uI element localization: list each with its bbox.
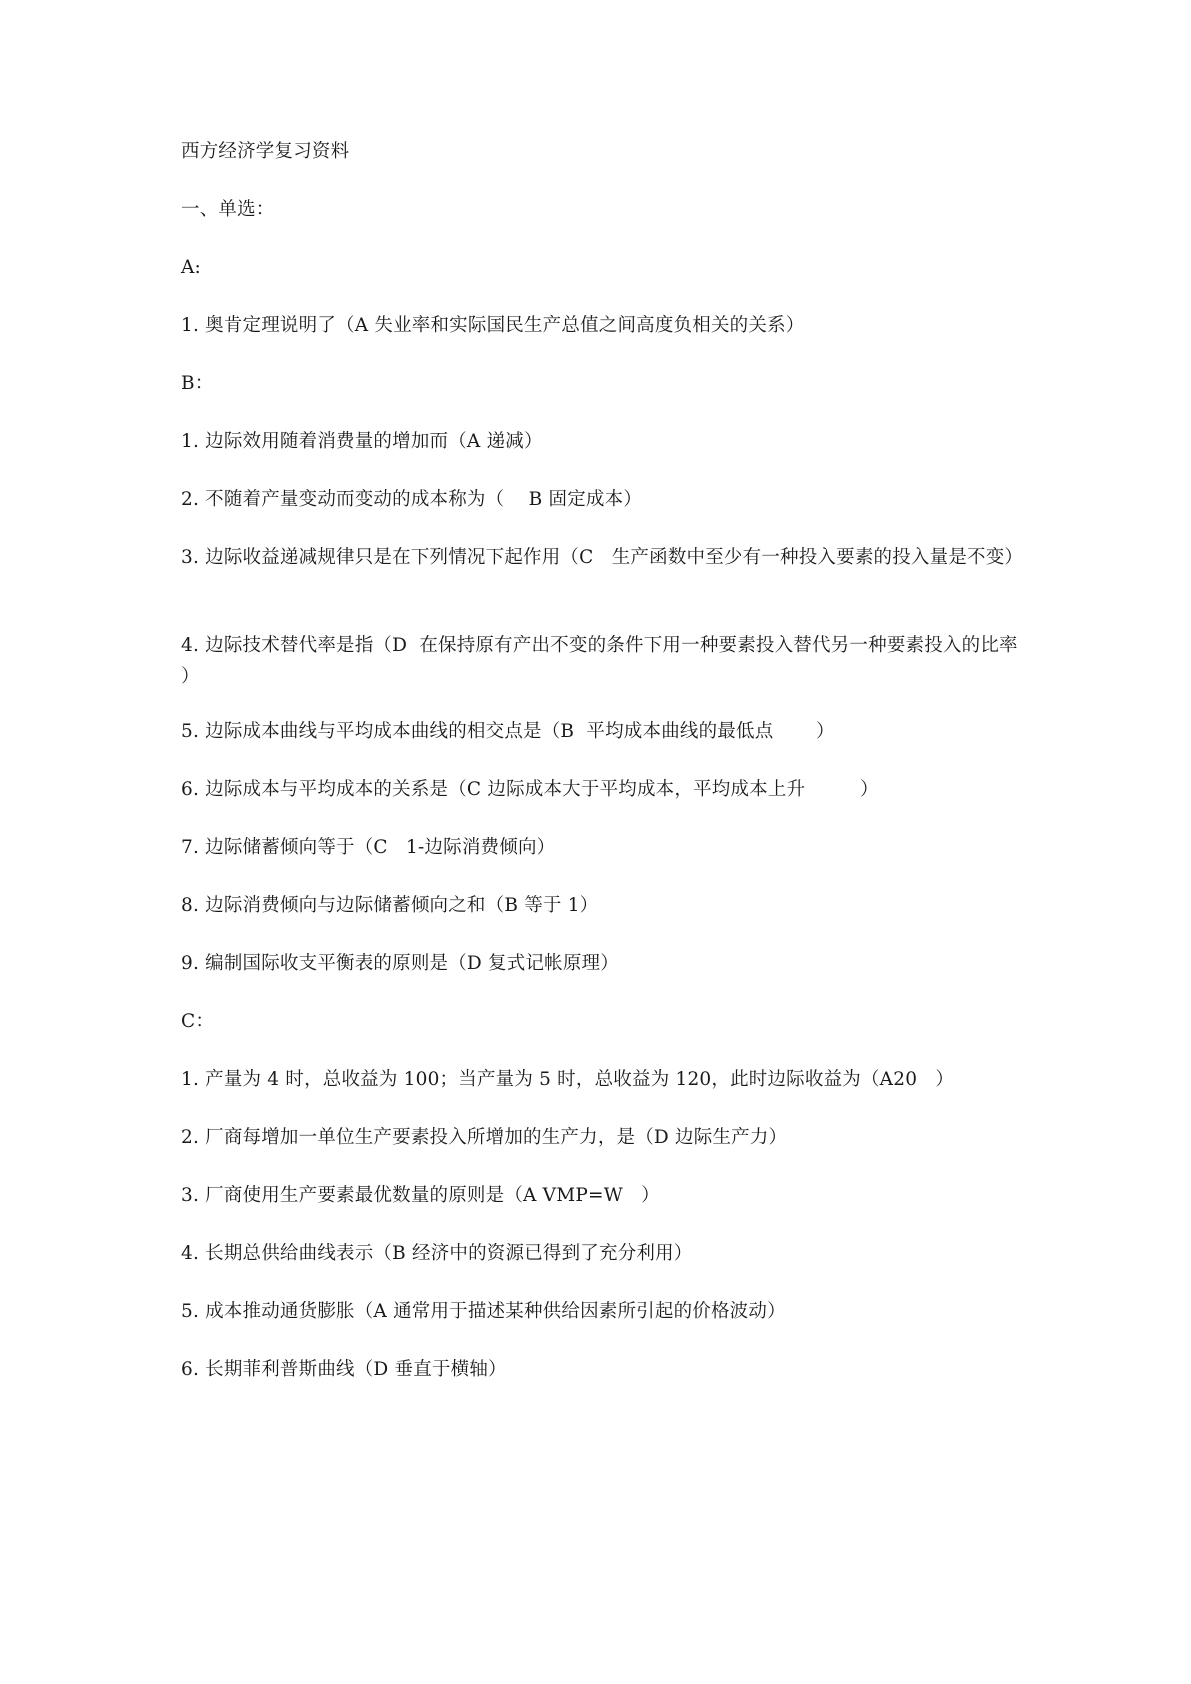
question-item: 1. 奥肯定理说明了（A 失业率和实际国民生产总值之间高度负相关的关系） <box>181 315 805 336</box>
question-item: 6. 边际成本与平均成本的关系是（C 边际成本大于平均成本，平均成本上升 ） <box>181 779 879 800</box>
question-item: 5. 成本推动通货膨胀（A 通常用于描述某种供给因素所引起的价格波动） <box>181 1301 786 1322</box>
question-item: 1. 产量为 4 时，总收益为 100；当产量为 5 时，总收益为 120，此时边际收益为（A20 ） <box>181 1069 955 1090</box>
section-heading: 一、单选： <box>181 199 275 220</box>
group-label-b: B： <box>181 373 214 394</box>
group-label-a: A: <box>181 257 201 278</box>
group-label-c: C： <box>181 1011 215 1032</box>
question-item: 1. 边际效用随着消费量的增加而（A 递减） <box>181 431 543 452</box>
question-item: 2. 不随着产量变动而变动的成本称为（ B 固定成本） <box>181 489 643 510</box>
question-item: 4. 边际技术替代率是指（D 在保持原有产出不变的条件下用一种要素投入替代另一种要素投入的比率 ） <box>181 635 1055 687</box>
document-title: 西方经济学复习资料 <box>181 141 350 162</box>
question-item: 3. 厂商使用生产要素最优数量的原则是（A VMP=W ） <box>181 1185 660 1206</box>
question-item: 8. 边际消费倾向与边际储蓄倾向之和（B 等于 1） <box>181 895 599 916</box>
question-item: 7. 边际储蓄倾向等于（C 1-边际消费倾向） <box>181 837 556 858</box>
question-item: 5. 边际成本曲线与平均成本曲线的相交点是（B 平均成本曲线的最低点 ） <box>181 721 835 742</box>
question-item: 6. 长期菲利普斯曲线（D 垂直于横轴） <box>181 1359 507 1380</box>
question-item: 2. 厂商每增加一单位生产要素投入所增加的生产力，是（D 边际生产力） <box>181 1127 788 1148</box>
question-item: 4. 长期总供给曲线表示（B 经济中的资源已得到了充分利用） <box>181 1243 693 1264</box>
question-item: 9. 编制国际收支平衡表的原则是（D 复式记帐原理） <box>181 953 619 974</box>
question-item: 3. 边际收益递减规律只是在下列情况下起作用（C 生产函数中至少有一种投入要素的投入量是不变） <box>181 547 1024 568</box>
